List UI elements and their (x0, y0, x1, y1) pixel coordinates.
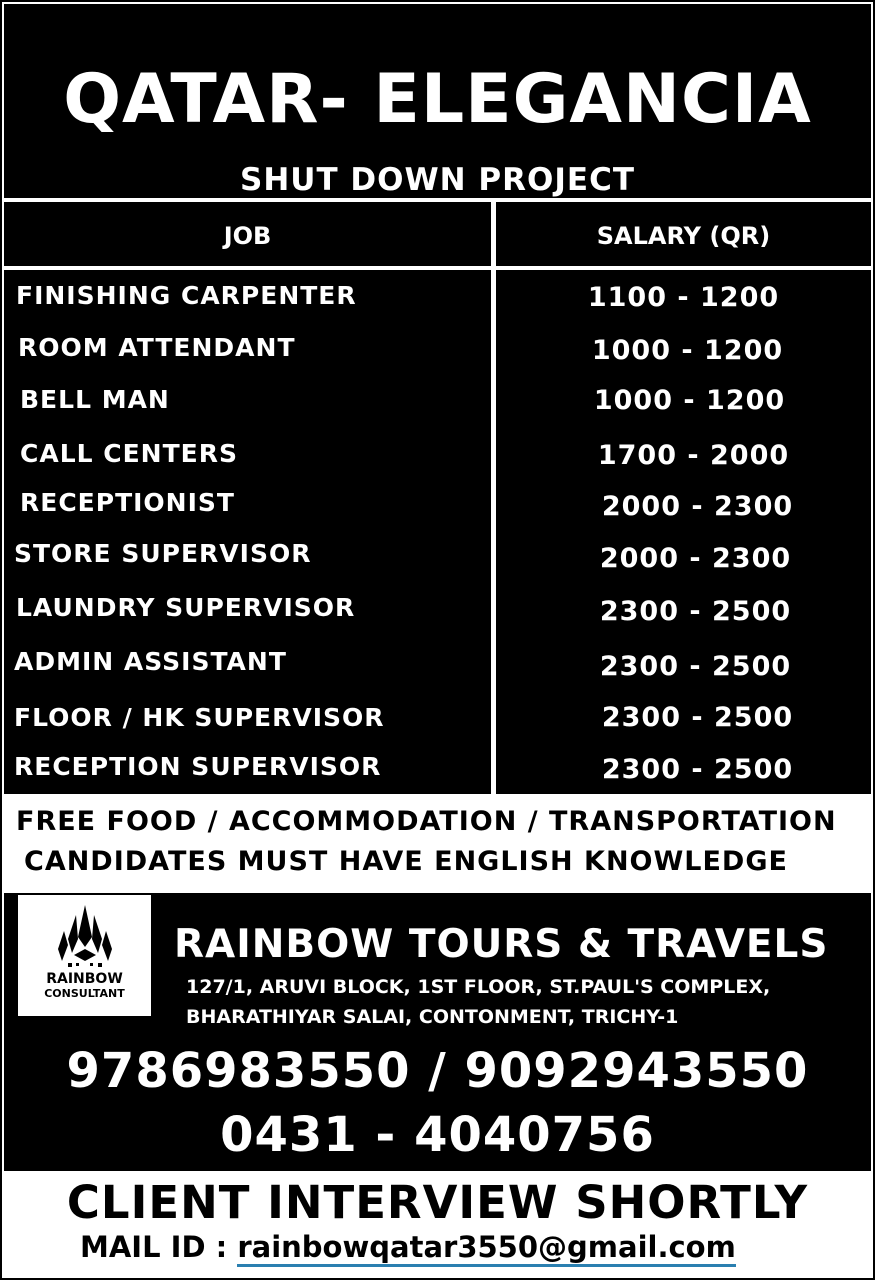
header-banner (4, 4, 871, 198)
logo-text: RAINBOW (46, 971, 123, 987)
rainbow-logo-icon (54, 903, 116, 969)
company-logo (18, 895, 151, 1016)
job-title: RECEPTION SUPERVISOR (14, 752, 382, 781)
header-divider (4, 266, 871, 270)
job-title: BELL MAN (20, 385, 170, 414)
salary-value: 2300 - 2500 (601, 754, 794, 785)
mail-label: MAIL ID : (80, 1230, 238, 1264)
page-subtitle: SHUT DOWN PROJECT (240, 162, 635, 198)
interview-notice: CLIENT INTERVIEW SHORTLY (66, 1176, 809, 1229)
job-title: FLOOR / HK SUPERVISOR (14, 703, 385, 732)
salary-value: 1100 - 1200 (587, 282, 780, 313)
company-block (4, 893, 871, 1171)
landline-number: 0431 - 4040756 (220, 1107, 655, 1163)
salary-value: 1700 - 2000 (597, 440, 790, 471)
job-title: CALL CENTERS (20, 439, 238, 468)
salary-value: 2000 - 2300 (599, 543, 792, 574)
salary-value: 1000 - 1200 (593, 385, 786, 416)
column-header-job: JOB (223, 222, 272, 250)
email-link[interactable]: rainbowqatar3550@gmail.com (237, 1230, 735, 1267)
job-title: STORE SUPERVISOR (14, 539, 312, 568)
job-table (4, 202, 871, 794)
job-title: FINISHING CARPENTER (16, 281, 357, 310)
salary-value: 1000 - 1200 (591, 335, 784, 366)
address-line: BHARATHIYAR SALAI, CONTONMENT, TRICHY-1 (186, 1006, 679, 1028)
logo-subtext: CONSULTANT (44, 987, 125, 1000)
mail-line (80, 1229, 736, 1265)
benefits-box (6, 798, 869, 888)
salary-value: 2300 - 2500 (601, 702, 794, 733)
job-title: ROOM ATTENDANT (18, 333, 296, 362)
address-line: 127/1, ARUVI BLOCK, 1ST FLOOR, ST.PAUL'S COMPLEX, (186, 976, 771, 998)
company-name: RAINBOW TOURS & TRAVELS (174, 922, 829, 967)
page-title: QATAR- ELEGANCIA (63, 60, 812, 139)
salary-value: 2000 - 2300 (601, 491, 794, 522)
salary-value: 2300 - 2500 (599, 651, 792, 682)
job-title: ADMIN ASSISTANT (14, 647, 287, 676)
job-title: RECEPTIONIST (20, 488, 235, 517)
salary-value: 2300 - 2500 (599, 596, 792, 627)
phone-numbers: 9786983550 / 9092943550 (66, 1043, 809, 1099)
footer (4, 1171, 871, 1276)
benefits-text: FREE FOOD / ACCOMMODATION / TRANSPORTATION (16, 806, 837, 837)
column-header-salary: SALARY (QR) (596, 222, 771, 250)
requirement-text: CANDIDATES MUST HAVE ENGLISH KNOWLEDGE (24, 846, 788, 877)
job-title: LAUNDRY SUPERVISOR (16, 593, 356, 622)
